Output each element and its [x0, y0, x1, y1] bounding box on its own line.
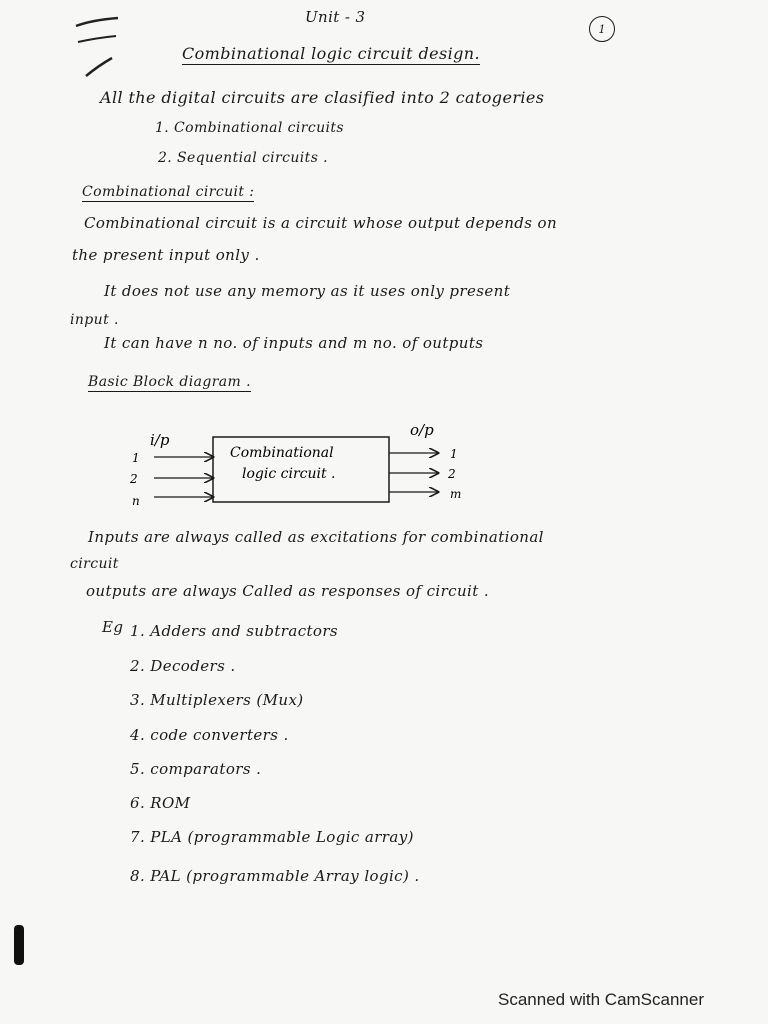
scan-edge-shadow: [14, 925, 24, 965]
intro-item-1: 1. Combinational circuits: [155, 120, 345, 136]
example-item-1: 1. Adders and subtractors: [130, 622, 339, 640]
input-n-label: n: [132, 494, 140, 508]
example-item-5: 5. comparators .: [130, 760, 262, 778]
diagram-heading: Basic Block diagram .: [88, 374, 251, 390]
box-label-line-1: Combinational: [230, 445, 334, 461]
scanner-watermark: Scanned with CamScanner: [498, 990, 705, 1009]
outputs-note-line: outputs are always Called as responses of circuit .: [86, 582, 489, 600]
example-item-2: 2. Decoders .: [130, 657, 236, 675]
memory-line-1: It does not use any memory as it uses only present: [104, 282, 511, 300]
section-heading: Combinational circuit :: [82, 184, 255, 200]
inputs-outputs-line: It can have n no. of inputs and m no. of outputs: [104, 334, 484, 352]
memory-line-2: input .: [70, 312, 119, 328]
output-m-label: m: [450, 487, 462, 501]
input-1-label: 1: [132, 451, 140, 465]
block-diagram: [120, 415, 480, 515]
definition-line-1: Combinational circuit is a circuit whose output depends on: [84, 214, 558, 232]
intro-line: All the digital circuits are clasified into 2 catogeries: [100, 88, 545, 107]
inputs-note-line-2: circuit: [70, 556, 119, 572]
intro-item-2: 2. Sequential circuits .: [158, 150, 328, 166]
input-2-label: 2: [130, 472, 138, 486]
page-title: Combinational logic circuit design.: [182, 44, 480, 63]
example-item-7: 7. PLA (programmable Logic array): [130, 828, 414, 846]
examples-prefix: Eg: [102, 618, 124, 636]
unit-heading: Unit - 3: [305, 8, 366, 26]
example-item-6: 6. ROM: [130, 794, 191, 812]
pen-scribble: [72, 12, 132, 82]
inputs-note-line-1: Inputs are always called as excitations for combinational: [88, 528, 544, 546]
input-label: i/p: [150, 431, 170, 449]
output-1-label: 1: [450, 447, 458, 461]
example-item-3: 3. Multiplexers (Mux): [130, 691, 304, 709]
page-number-badge: 1: [589, 16, 615, 42]
example-item-4: 4. code converters .: [130, 726, 289, 744]
output-label: o/p: [410, 421, 434, 439]
example-item-8: 8. PAL (programmable Array logic) .: [130, 867, 420, 885]
definition-line-2: the present input only .: [72, 246, 260, 264]
box-label-line-2: logic circuit .: [242, 466, 336, 482]
output-2-label: 2: [448, 467, 456, 481]
